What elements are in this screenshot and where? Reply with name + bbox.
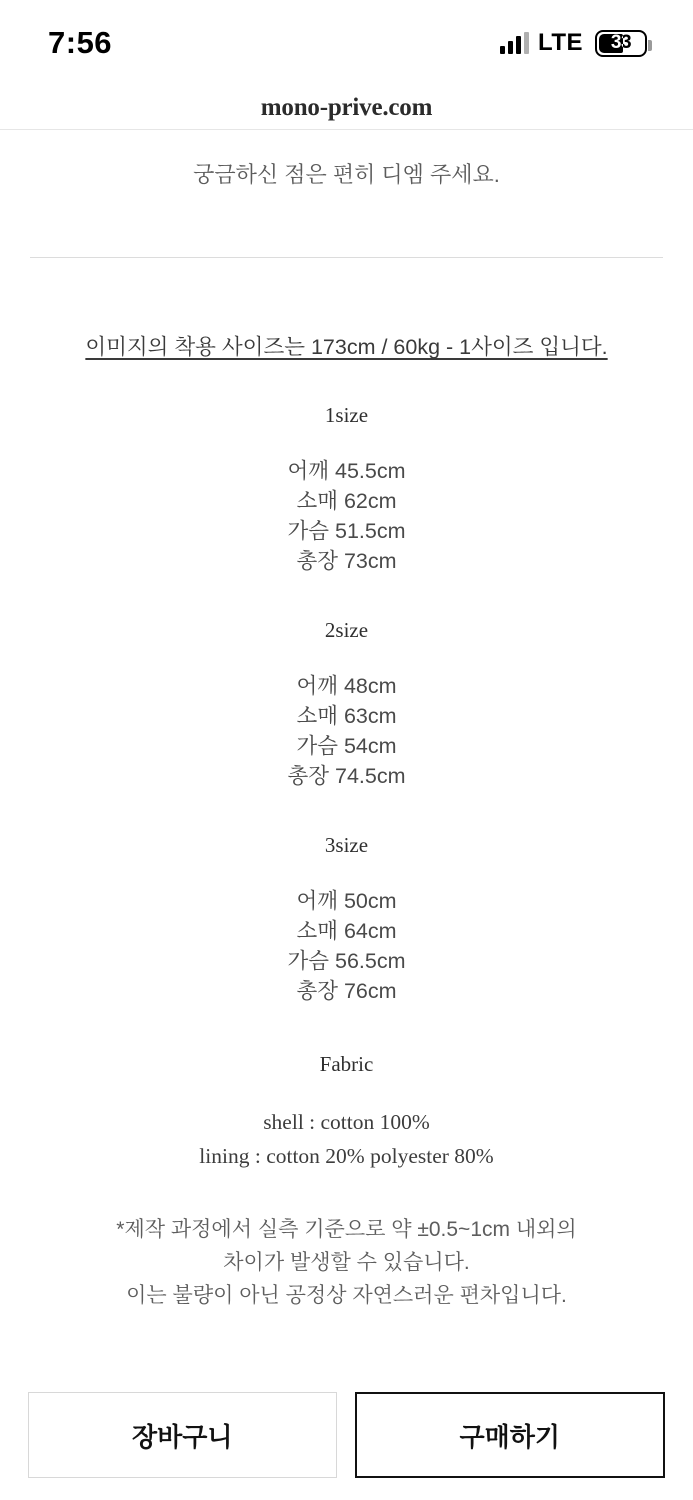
size-measure-line: 총장 73cm xyxy=(296,549,397,573)
size-chart-2 xyxy=(30,618,663,791)
notice-line: 이는 불량이 아닌 공정상 자연스러운 편차입니다. xyxy=(126,1284,567,1307)
buy-now-button[interactable]: 구매하기 xyxy=(355,1392,666,1478)
fabric-title: Fabric xyxy=(319,1052,374,1076)
notice-line: *제작 과정에서 실측 기준으로 약 ±0.5~1cm 내외의 xyxy=(116,1218,577,1241)
size-chart-1 xyxy=(30,403,663,576)
page-content xyxy=(0,130,693,1370)
size-measure-line: 가슴 51.5cm xyxy=(287,519,406,543)
size-measure-line: 소매 63cm xyxy=(296,704,397,728)
browser-title-bar[interactable] xyxy=(0,86,693,130)
battery-icon xyxy=(595,30,647,57)
signal-bars-icon xyxy=(500,32,529,54)
size-measure-line: 가슴 56.5cm xyxy=(287,949,406,973)
size-name: 2size xyxy=(324,618,369,642)
size-measure-line: 가슴 54cm xyxy=(296,734,397,758)
wear-size-note: 이미지의 착용 사이즈는 173cm / 60kg - 1사이즈 입니다. xyxy=(85,335,608,359)
status-bar xyxy=(0,0,693,86)
measurement-notice xyxy=(30,1213,663,1312)
site-title: mono-prive.com xyxy=(260,93,433,121)
size-name: 3size xyxy=(324,833,369,857)
size-measure-line: 총장 74.5cm xyxy=(287,764,406,788)
size-measure-line: 어깨 50cm xyxy=(296,889,397,913)
status-indicators xyxy=(500,29,647,57)
fabric-section xyxy=(30,1052,663,1173)
size-measure-line: 총장 76cm xyxy=(296,979,397,1003)
fabric-line: shell : cotton 100% xyxy=(263,1110,430,1134)
size-name: 1size xyxy=(324,403,369,427)
section-divider-top xyxy=(30,257,663,258)
size-chart-3 xyxy=(30,833,663,1006)
notice-line: 차이가 발생할 수 있습니다. xyxy=(223,1251,470,1274)
size-measure-line: 어깨 45.5cm xyxy=(287,459,406,483)
status-time: 7:56 xyxy=(48,25,113,60)
size-measure-line: 소매 64cm xyxy=(296,919,397,943)
battery-level: 33 xyxy=(610,32,632,53)
add-to-cart-button[interactable]: 장바구니 xyxy=(28,1392,337,1478)
fabric-line: lining : cotton 20% polyester 80% xyxy=(199,1144,494,1168)
dm-note: 궁금하신 점은 편히 디엠 주세요. xyxy=(193,162,500,187)
size-measure-line: 어깨 48cm xyxy=(296,674,397,698)
size-measure-line: 소매 62cm xyxy=(296,489,397,513)
action-bar xyxy=(0,1370,693,1500)
network-label: LTE xyxy=(537,29,583,56)
